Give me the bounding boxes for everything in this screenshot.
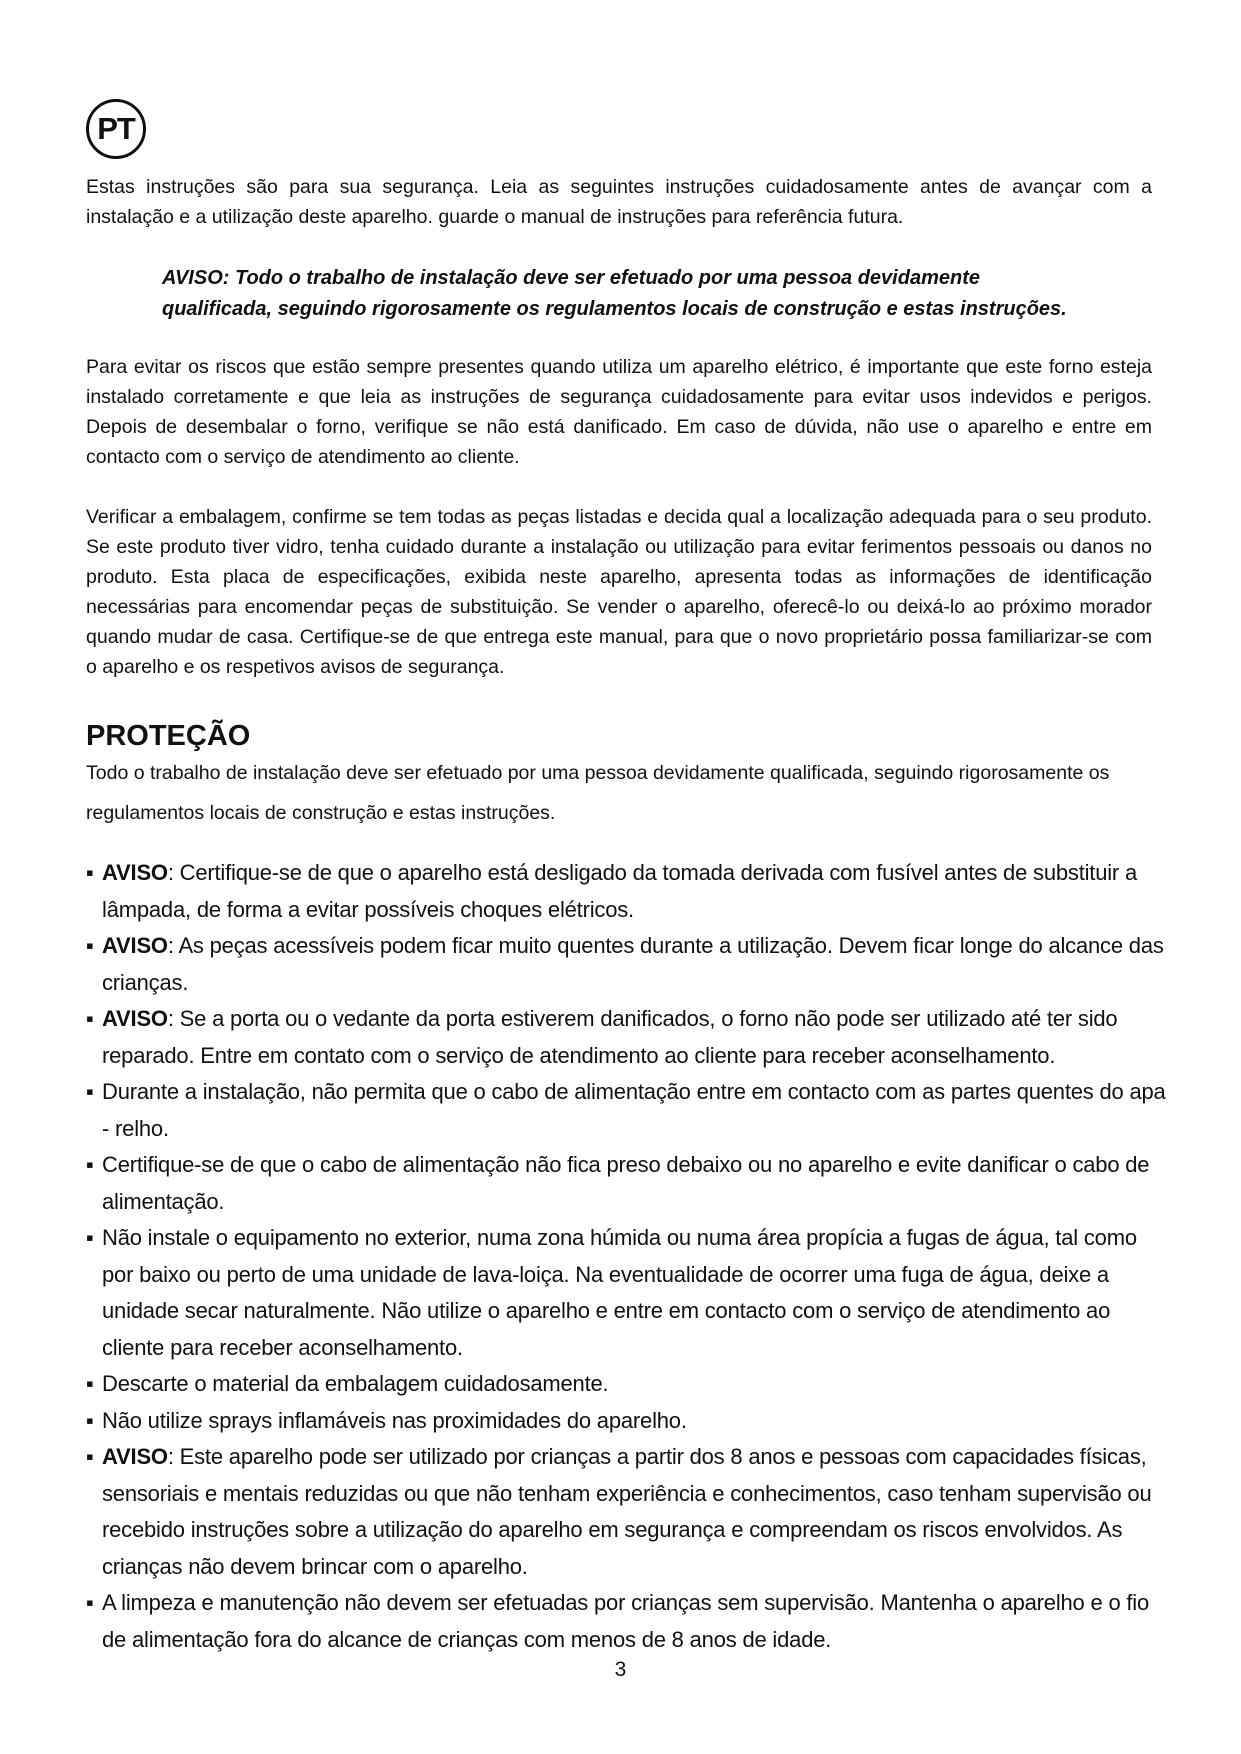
bullet-tag: AVISO (102, 860, 168, 885)
bullet-tag: AVISO (102, 933, 168, 958)
bullet-text: Durante a instalação, não permita que o cabo de alimentação entre em contacto com as partes quentes do apa - relho. (102, 1079, 1166, 1141)
bullet-marker-icon: ▪ (86, 1152, 94, 1177)
bullet-text: Não instale o equipamento no exterior, numa zona húmida ou numa área propícia a fugas de água, tal como por baixo ou perto de uma unidade de lava-loiça. Na eventualidade de ocorrer uma fuga de água, deixe a unidade secar naturalmente. Não utilize o aparelho e entre em contacto com o serviço de atendimento ao cliente para receber aconselhamento. (102, 1225, 1137, 1360)
bullet-text: : Este aparelho pode ser utilizado por crianças a partir dos 8 anos e pessoas com capacidades físicas, sensoriais e mentais reduzidas ou que não tenham experiência e conhecimentos, caso tenham supervisão ou recebido instruções sobre a utilização do aparelho em segurança e compreendam os riscos envolvidos. As crianças não devem brincar com o aparelho. (102, 1444, 1152, 1579)
section-title: PROTEÇÃO (86, 720, 251, 752)
bullet-marker-icon: ▪ (86, 1225, 94, 1250)
bullet-text: : Certifique-se de que o aparelho está desligado da tomada derivada com fusível antes de substituir a lâmpada, de forma a evitar possíveis choques elétricos. (102, 860, 1138, 922)
bullet-tag: AVISO (102, 1444, 168, 1469)
bullet-marker-icon: ▪ (86, 1444, 94, 1469)
installation-warning: AVISO: Todo o trabalho de instalação deve ser efetuado por uma pessoa devidamente qualificada, seguindo rigorosamente os regulamentos locais de construção e estas instruções. (162, 267, 1067, 320)
language-badge (86, 99, 146, 159)
language-code: PT (97, 111, 135, 146)
bullet-text: Certifique-se de que o cabo de alimentação não fica preso debaixo ou no aparelho e evite danificar o cabo de alimentação. (102, 1152, 1150, 1214)
safety-bullet-list (86, 855, 1168, 1658)
bullet-marker-icon: ▪ (86, 1079, 94, 1104)
list-item (86, 1001, 1168, 1074)
bullet-marker-icon: ▪ (86, 1371, 94, 1396)
bullet-text: A limpeza e manutenção não devem ser efetuadas por crianças sem supervisão. Mantenha o aparelho e o fio de alimentação fora do alcance de crianças com menos de 8 anos de idade. (102, 1590, 1150, 1652)
bullet-tag: AVISO (102, 1006, 168, 1031)
bullet-text: Descarte o material da embalagem cuidadosamente. (102, 1371, 609, 1396)
list-item (86, 1439, 1168, 1585)
bullet-text: : Se a porta ou o vedante da porta estiverem danificados, o forno não pode ser utilizado até ter sido reparado. Entre em contato com o serviço de atendimento ao cliente para receber aconselhamento. (102, 1006, 1118, 1068)
page-number: 3 (614, 1658, 627, 1681)
list-item (86, 1147, 1168, 1220)
list-item (86, 1403, 1168, 1440)
list-item (86, 855, 1168, 928)
list-item (86, 1585, 1168, 1658)
list-item (86, 1366, 1168, 1403)
bullet-marker-icon: ▪ (86, 1006, 94, 1031)
bullet-marker-icon: ▪ (86, 860, 94, 885)
intro-paragraph: Estas instruções são para sua segurança. Leia as seguintes instruções cuidadosamente antes de avançar com a instalação e a utilização deste aparelho. guarde o manual de instruções para referência futura. (86, 176, 1152, 228)
list-item (86, 1220, 1168, 1366)
bullet-marker-icon: ▪ (86, 933, 94, 958)
list-item (86, 1074, 1168, 1147)
bullet-marker-icon: ▪ (86, 1407, 94, 1433)
safety-paragraph: Para evitar os riscos que estão sempre presentes quando utiliza um aparelho elétrico, é importante que este forno esteja instalado corretamente e que leia as instruções de segurança cuidadosamente para evitar usos indevidos e perigos. Depois de desembalar o forno, verifique se não está danificado. Em caso de dúvida, não use o aparelho e entre em contacto com o serviço de atendimento ao cliente. (86, 356, 1152, 468)
list-item (86, 928, 1168, 1001)
packaging-paragraph: Verificar a embalagem, confirme se tem todas as peças listadas e decida qual a localização adequada para o seu produto. Se este produto tiver vidro, tenha cuidado durante a instalação ou utilização para evitar ferimentos pessoais ou danos no produto. Esta placa de especificações, exibida neste aparelho, apresenta todas as informações de identificação necessárias para encomendar peças de substituição. Se vender o aparelho, oferecê-lo ou deixá-lo ao próximo morador quando mudar de casa. Certifique-se de que entrega este manual, para que o novo proprietário possa familiarizar-se com o aparelho e os respetivos avisos de segurança. (86, 506, 1152, 678)
section-intro: Todo o trabalho de instalação deve ser efetuado por uma pessoa devidamente qualificada, seguindo rigorosamente os regulamentos locais de construção e estas instruções. (86, 762, 1110, 824)
bullet-text: : As peças acessíveis podem ficar muito quentes durante a utilização. Devem ficar longe do alcance das crianças. (102, 933, 1164, 995)
bullet-marker-icon: ▪ (86, 1590, 94, 1615)
bullet-text: Não utilize sprays inflamáveis nas proximidades do aparelho. (102, 1407, 687, 1433)
